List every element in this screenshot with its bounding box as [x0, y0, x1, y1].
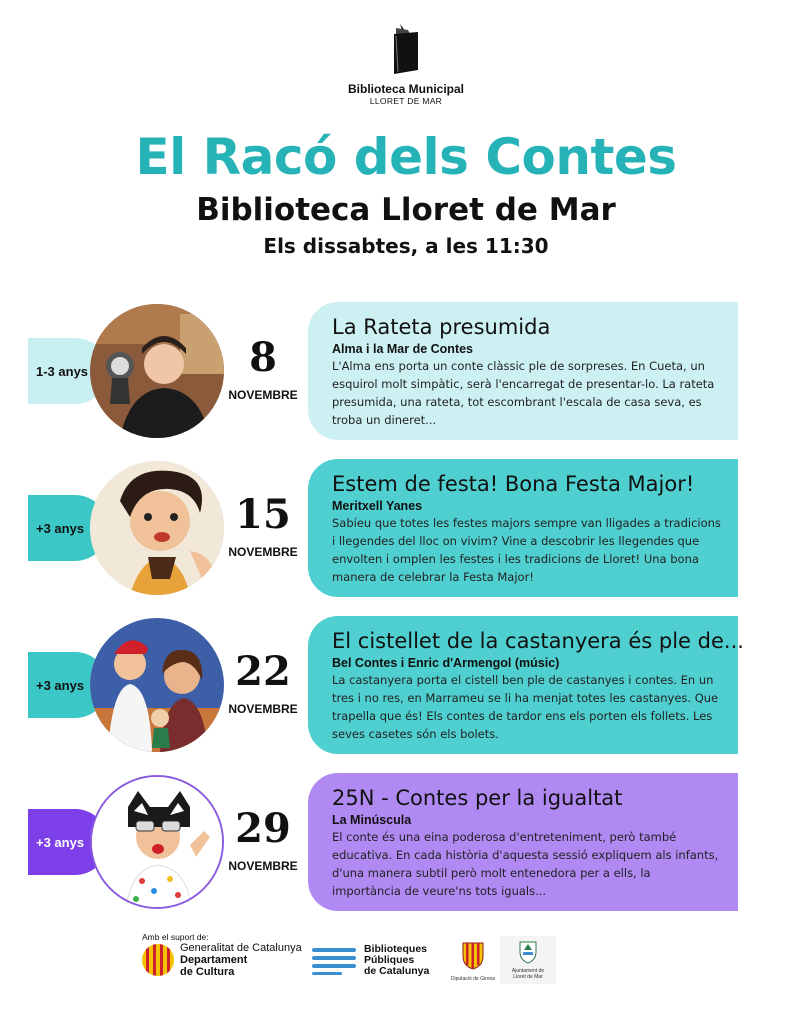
age-badge: +3 anys — [28, 652, 108, 718]
schedule-text: Els dissabtes, a les 11:30 — [263, 234, 549, 258]
event-item — [0, 773, 812, 913]
ajuntament-logo — [500, 936, 556, 984]
event-date — [222, 650, 304, 716]
gencat-dept-2: de Cultura — [180, 966, 235, 978]
event-item — [0, 459, 812, 599]
event-title: El cistellet de la castanyera és ple de... — [332, 629, 744, 653]
event-month: NOVEMBRE — [228, 545, 298, 559]
event-author: Meritxell Yanes — [332, 499, 423, 513]
event-photo — [90, 775, 224, 909]
shield-icon — [460, 940, 486, 970]
event-month: NOVEMBRE — [228, 702, 298, 716]
event-card — [308, 616, 744, 754]
book-icon — [386, 22, 426, 78]
event-date — [222, 493, 304, 559]
event-author: Alma i la Mar de Contes — [332, 342, 474, 356]
event-description: La castanyera porta el cistell ben ple de castanyes i contes. En un tres i no res, en Marrameu se li ha menjat totes les castanyes. Que trapella que és! Els contes de tardor ens els porten els follets. Les seves casetes són els bolets. — [332, 673, 719, 741]
gencat-logo — [142, 942, 302, 978]
age-badge: +3 anys — [28, 809, 108, 875]
event-date — [222, 336, 304, 402]
event-description: El conte és una eina poderosa d'entreteniment, però també educativa. En cada història d'aquesta sessió expliquem als infants, d'una manera subtil però molt entenedora per a ells, la importància de veure'ns tots iguals... — [332, 830, 719, 898]
event-author: Bel Contes i Enric d'Armengol (músic) — [332, 656, 560, 670]
event-month: NOVEMBRE — [228, 388, 298, 402]
senyera-icon — [142, 944, 174, 976]
ajuntament-line-1: Ajuntament de — [511, 968, 545, 974]
bpc-line-3: de Catalunya — [364, 965, 430, 977]
event-item — [0, 616, 812, 756]
bpc-lines-icon — [312, 946, 356, 976]
event-date — [222, 807, 304, 873]
logo-subtitle: LLORET DE MAR — [369, 96, 443, 106]
event-description: Sabíeu que totes les festes majors sempre van lligades a tradicions i llegendes del lloc on vivim? Vine a descobrir les llegendes que envolten i omplen les festes i les tradicions de Lloret! Una bona manera de celebrar la Festa Major! — [332, 516, 721, 584]
diputacio-logo — [448, 940, 498, 982]
gencat-dept: Departament — [180, 954, 248, 966]
bpc-line-1: Biblioteques — [364, 943, 428, 955]
gencat-name: Generalitat de Catalunya — [180, 942, 302, 954]
page-subtitle: Biblioteca Lloret de Mar — [196, 192, 616, 228]
bpc-logo — [312, 944, 429, 977]
event-photo — [90, 618, 224, 752]
event-card — [308, 302, 738, 440]
event-day: 22 — [235, 648, 291, 695]
event-photo — [90, 461, 224, 595]
ajuntament-line-2: Lloret de Mar — [513, 974, 543, 980]
event-item — [0, 302, 812, 442]
library-logo — [0, 22, 812, 106]
event-title: Estem de festa! Bona Festa Major! — [332, 472, 695, 496]
coat-of-arms-icon — [516, 938, 540, 964]
logo-name: Biblioteca Municipal — [347, 82, 464, 96]
page-title: El Racó dels Contes — [135, 128, 677, 186]
age-badge: 1-3 anys — [28, 338, 108, 404]
sponsors-footer — [0, 930, 812, 1024]
event-photo — [90, 304, 224, 438]
bpc-line-2: Públiques — [364, 954, 415, 966]
event-title: 25N - Contes per la igualtat — [332, 786, 623, 810]
event-card — [308, 459, 738, 597]
event-author: La Minúscula — [332, 813, 412, 827]
diputacio-text: Diputació de Girona — [450, 976, 496, 982]
event-card — [308, 773, 738, 911]
event-description: L'Alma ens porta un conte clàssic ple de sorpreses. En Cueta, un esquirol molt simpàtic, serà l'encarregat de presentar-lo. La rateta presumida, una rateta, tot escombrant l'escala de casa seva, es troba un dineret... — [332, 359, 715, 427]
age-badge: +3 anys — [28, 495, 108, 561]
event-day: 8 — [249, 334, 277, 381]
event-day: 29 — [235, 805, 291, 852]
support-label: Amb el suport de: — [142, 932, 209, 942]
event-title: La Rateta presumida — [332, 315, 551, 339]
event-month: NOVEMBRE — [228, 859, 298, 873]
event-day: 15 — [235, 491, 291, 538]
